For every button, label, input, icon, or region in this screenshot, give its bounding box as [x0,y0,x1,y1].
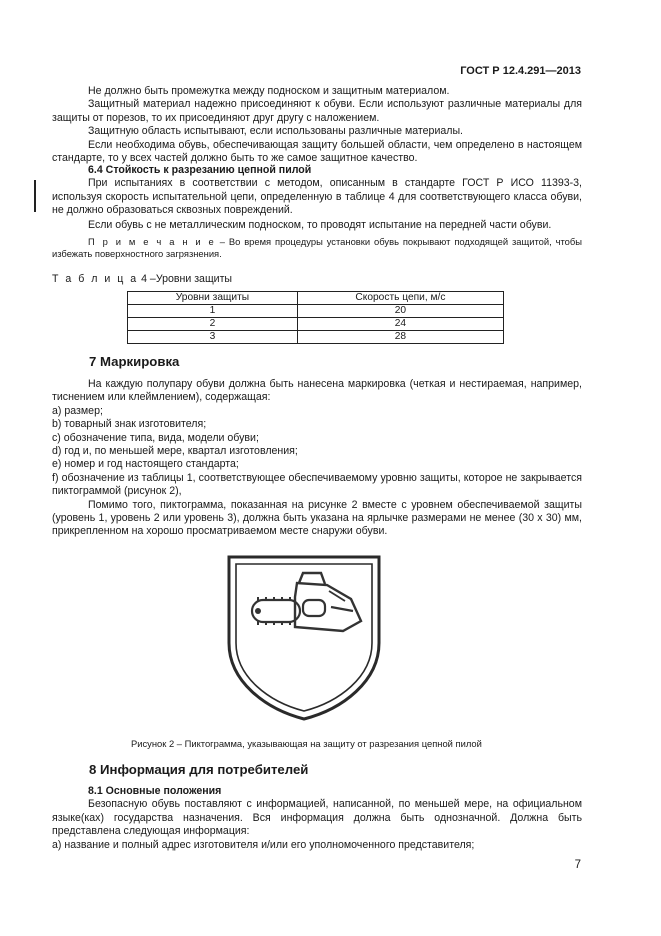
table-cell: 3 [128,331,298,344]
table-4-caption [52,273,582,286]
note-text: – Во время процедуры установки обувь покрывают подходящей защитой, чтобы избежать поверхностного загрязнения. [52,236,582,260]
list-item [52,472,582,499]
list-item [52,445,582,458]
list-marker: b) [52,418,62,431]
table-cell: 1 [128,305,298,318]
section-8 [52,785,582,852]
intro-section [52,85,582,165]
figure-caption: Рисунок 2 – Пиктограмма, указывающая на защиту от разрезания цепной пилой [131,738,482,749]
list-text: товарный знак изготовителя; [64,418,207,431]
list-item [52,458,582,471]
note-label: П р и м е ч а н и е [88,236,216,248]
section-8-title: 8 Информация для потребителей [89,762,309,777]
table-4 [127,291,504,344]
section-7 [52,378,582,539]
table-header-cell: Скорость цепи, м/с [297,292,503,305]
section-8-1-title: 8.1 Основные положения [88,785,222,797]
section-6-4 [52,164,582,260]
table-row [128,318,504,331]
table-cell: 20 [297,305,503,318]
table-row [128,305,504,318]
table-cell: 28 [297,331,503,344]
list-text: номер и год настоящего стандарта; [64,458,239,471]
list-marker: d) [52,445,62,458]
intro-paragraph: Защитную область испытывают, если использованы различные материалы. [88,125,463,138]
change-bar [34,180,36,212]
section-7-title: 7 Маркировка [89,354,180,369]
list-marker: e) [52,458,62,471]
section-6-4-paragraph: Если обувь с не металлическим подноском, то проводят испытание на передней части обуви. [88,218,552,231]
list-marker: f) [52,471,59,484]
list-text: обозначение типа, вида, модели обуви; [63,431,259,444]
table-caption-label: Т а б л и ц а [52,273,139,285]
section-6-4-title: 6.4 Стойкость к разрезанию цепной пилой [88,164,312,176]
table-header-row [128,292,504,305]
chainsaw-shield-icon [225,551,383,723]
table-caption-text: 4 –Уровни защиты [138,273,233,285]
table-header-cell: Уровни защиты [128,292,298,305]
section-6-4-paragraph: При испытаниях в соответствии с методом, описанным в стандарте ГОСТ Р ИСО 11393-3, используя скорость испытательной цепи, определенную в таблице 4 для соответствующего класса обуви, не должно образоваться сквозных повреждений. [52,177,582,217]
list-item [52,405,582,418]
section-6-4-note [52,236,582,260]
list-text: обозначение из таблицы 1, соответствующее обеспечиваемому уровню защиты, которое не закрывается пиктограммой (рисунок 2), [52,471,582,498]
table-cell: 2 [128,318,298,331]
list-marker: a) [52,404,62,417]
intro-paragraph: Не должно быть промежутка между подноском и защитным материалом. [88,85,450,97]
table-cell: 24 [297,318,503,331]
list-item [52,418,582,431]
section-7-intro: На каждую полупару обуви должна быть нанесена маркировка (четкая и нестираемая, например, тиснением или клеймлением), содержащая: [52,378,582,404]
section-8-paragraph: Безопасную обувь поставляют с информацией, написанной, по меньшей мере, на официальном языке(ках) государства назначения. Вся информация должна быть однозначной. Должна быть представлена следующая информация: [52,798,582,838]
list-text: размер; [64,404,103,417]
intro-paragraph: Если необходима обувь, обеспечивающая защиту большей области, чем определено в настоящем стандарте, то у всех частей должно быть то же самое защитное качество. [52,138,582,165]
section-7-paragraph: Помимо того, пиктограмма, показанная на рисунке 2 вместе с уровнем обеспечиваемой защиты (уровень 1, уровень 2 или уровень 3), должна быть указана на ярлычке размерами не менее (30 х 30) мм, прикрепленном на хорошо просматриваемом месте снаружи обуви. [52,498,582,538]
list-text: год и, по меньшей мере, квартал изготовления; [64,445,298,458]
list-marker: c) [52,431,61,444]
list-item [52,432,582,445]
intro-paragraph: Защитный материал надежно присоединяют к обуви. Если используют различные материалы для защиты от порезов, то их присоединяют друг другу с наложением. [52,98,582,124]
page-number: 7 [574,859,581,871]
document-id: ГОСТ Р 12.4.291—2013 [460,65,581,77]
table-row [128,331,504,344]
list-item: a) название и полный адрес изготовителя и/или его уполномоченного представителя; [52,838,475,851]
